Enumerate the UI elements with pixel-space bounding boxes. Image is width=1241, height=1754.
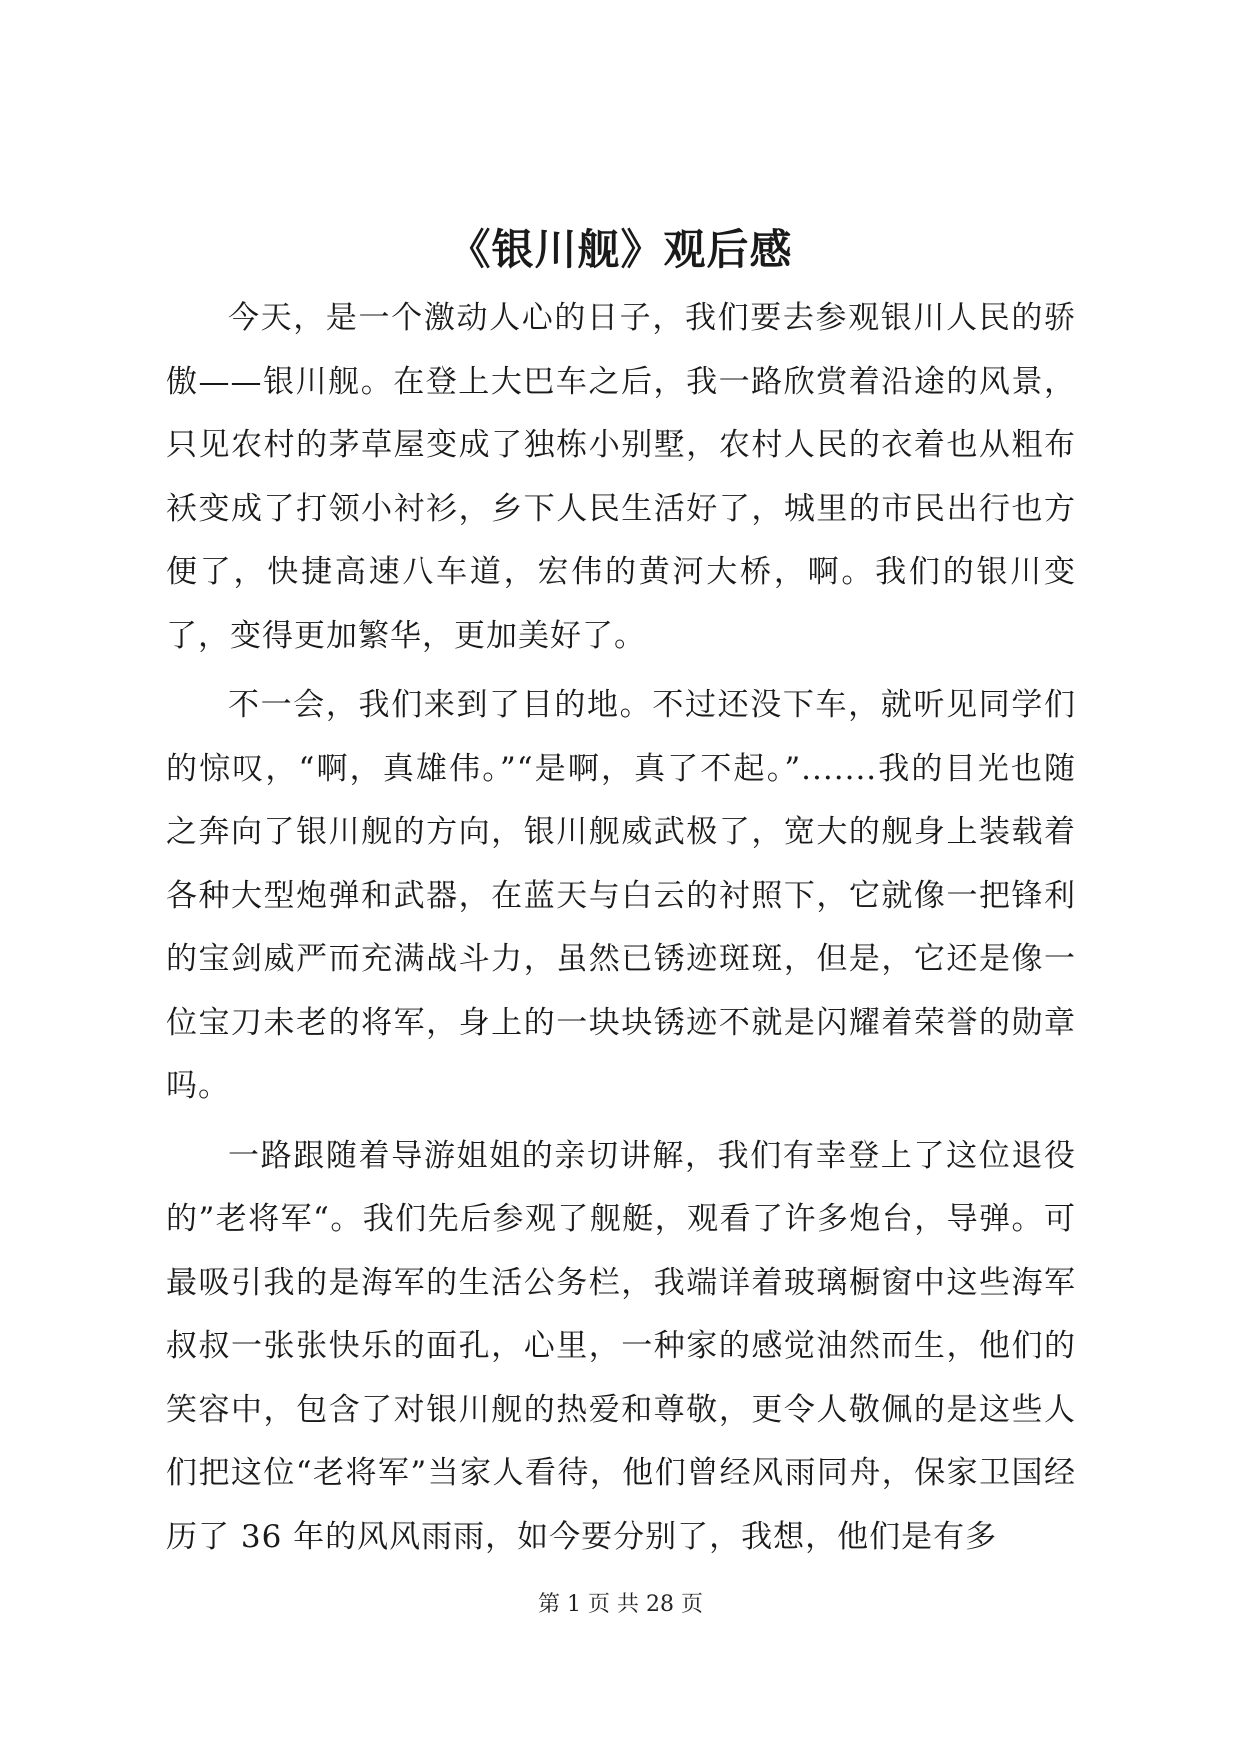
page-number-footer: 第 1 页 共 28 页 bbox=[538, 1592, 703, 1617]
paragraph-3: 一路跟随着导游姐姐的亲切讲解，我们有幸登上了这位退役的”老将军“。我们先后参观了舰艇，观看了许多炮台，导弹。可最吸引我的是海军的生活公务栏，我端详着玻璃橱窗中这些海军叔叔一张张快乐的面孔，心里，一种家的感觉油然而生，他们的笑容中，包含了对银川舰的热爱和尊敬，更令人敬佩的是这些人们把这位“老将军”当家人看待，他们曾经风雨同舟，保家卫国经历了 36 年的风风雨雨，如今要分别了，我想，他们是有多 bbox=[166, 1137, 1076, 1555]
paragraph-1: 今天，是一个激动人心的日子，我们要去参观银川人民的骄傲——银川舰。在登上大巴车之后，我一路欣赏着沿途的风景，只见农村的茅草屋变成了独栋小别墅，农村人民的衣着也从粗布袄变成了打领小衬衫，乡下人民生活好了，城里的市民出行也方便了，快捷高速八车道，宏伟的黄河大桥，啊。我们的银川变了，变得更加繁华，更加美好了。 bbox=[166, 300, 1076, 654]
document-title: 《银川舰》观后感 bbox=[448, 225, 793, 274]
paragraph-2: 不一会，我们来到了目的地。不过还没下车，就听见同学们的惊叹，“啊，真雄伟。”“是啊，真了不起。”.......我的目光也随之奔向了银川舰的方向，银川舰威武极了，宽大的舰身上装载着各种大型炮弹和武器，在蓝天与白云的衬照下，它就像一把锋利的宝剑威严而充满战斗力，虽然已锈迹斑斑，但是，它还是像一位宝刀未老的将军，身上的一块块锈迹不就是闪耀着荣誉的勋章吗。 bbox=[166, 687, 1076, 1104]
document-body bbox=[166, 287, 1076, 1575]
